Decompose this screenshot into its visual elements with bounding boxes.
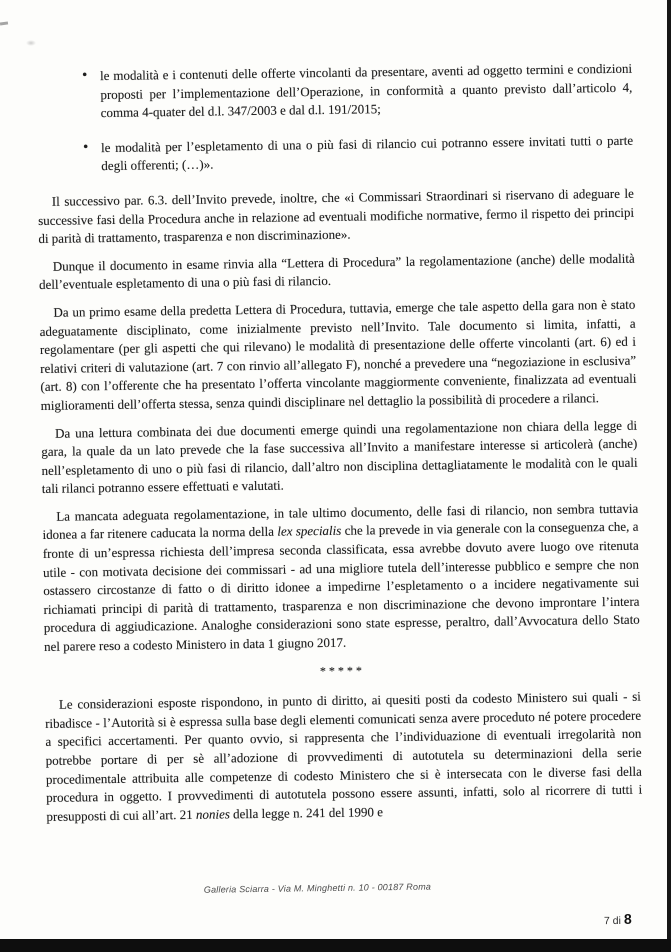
page-number-text: 7 di <box>603 914 621 928</box>
bullet-icon: • <box>82 139 89 156</box>
paragraph <box>39 296 636 416</box>
scan-edge-bottom <box>0 939 671 952</box>
text-run: le modalità e i contenuti delle offerte vincolanti da presentare, aventi ad oggetto termini e condizioni proposti per l’implementazione dell’Operazione, in conformità a quanto previsto dall’articolo 4, comma 4-quater del d.l. 347/2003 e dal d.l. 191/2015; <box>100 60 633 121</box>
document-body <box>36 60 643 827</box>
text-run: che la prevede in via generale con la conseguenza che, a fronte di un’espressa richiesta dell’impresa seconda classificata, essa avrebbe dovuto avere luogo ove ritenuta utile - con motivata decisione dei commissari - ad una migliore tutela dell’interesse pubblico e sempre che non ostassero circostanze di fatto o di diritto idonee a impedirne l’espletamento o a incidere negativamente sui richiamati principi di parità di trattamento, trasparenza e non discriminazione che devono improntare l’intera procedura di aggiudicazione. Analoghe considerazioni sono state espresse, peraltro, dall’Avvocatura dello Stato nel parere reso a codesto Ministero in data 1 giugno 2017. <box>42 519 640 654</box>
text-run: Dunque il documento in esame rinvia alla “Lettera di Procedura” la regolamentazione (anche) delle modalità dell’eventuale espletamento di una o più fasi di rilancio. <box>38 250 635 293</box>
italic-text-run: nonies <box>195 806 230 822</box>
paragraph <box>39 249 635 295</box>
scan-artifact-mark <box>0 21 8 25</box>
scan-artifact-smudge <box>26 40 36 46</box>
text-run: Da una lettura combinata dei due documenti emerge quindi una regolamentazione non chiara della legge di gara, la quale da un lato prevede che la fase successiva all’Invito a manifestare interesse si articolerà (anche) nell’espletamento di uno o più fasi di rilancio, dall’altro non disciplina dettagliatamente le modalità con le quali tali rilanci potranno essere effettuati e valutati. <box>41 417 638 497</box>
bullet-item <box>36 60 633 124</box>
bullet-icon: • <box>81 67 88 84</box>
scan-edge-right <box>667 0 671 952</box>
text-run: le modalità per l’espletamento di una o più fasi di rilancio cui potranno essere invitati tutti o parte degli offerenti; (…)». <box>101 132 634 174</box>
page-number <box>604 910 671 927</box>
text-run: Le considerazioni esposte rispondono, in punto di diritto, ai quesiti posti da codesto Ministero sui quali - si ribadisce - l’Autorità si è espressa sulla base degli elementi comunicati senza avere proceduto né potere procedere a specifici accertamenti. Per quanto ovvio, si rappresenta che l’individuazione di eventuali irregolarità non potrebbe portare di per sè all’adozione di provvedimenti di autotutela su determinazioni della serie procedimentale attribuita alle competenze di codesto Ministero che si è intersecata con le diverse fasi della procedura in oggetto. I provvedimenti di autotutela possono essere assunti, infatti, solo al ricorrere di tutti i presupposti di cui all’art. 21 <box>45 688 643 824</box>
bullet-item <box>37 131 633 177</box>
paragraph <box>42 500 640 657</box>
page-number-total: 8 <box>623 910 632 927</box>
text-run: Il successivo par. 6.3. dell’Invito prevede, inoltre, che «i Commissari Straordinari si riservano di adeguare le successive fasi della Procedura anche in relazione ad eventuali modifiche normative, fermo il rispetto dei principi di parità di trattamento, trasparenza e non discriminazione». <box>38 185 635 247</box>
section-separator <box>44 657 640 684</box>
text-run: della legge n. 241 del 1990 e <box>229 804 384 822</box>
page-content <box>36 60 644 948</box>
footer-address: Galleria Sciarra - Via M. Minghetti n. 10 - 00187 Roma <box>203 881 432 895</box>
text-run: ***** <box>319 663 366 678</box>
paragraph <box>45 688 643 826</box>
italic-text-run: lex specialis <box>277 523 342 540</box>
paragraph <box>38 185 635 249</box>
text-run: La mancata adeguata regolamentazione, in tale ultimo documento, delle fasi di rilancio, non sembra tuttavia idonea a far ritenere caducata la norma della <box>42 500 639 543</box>
paragraph <box>41 416 638 499</box>
text-run: Da un primo esame della predetta Lettera di Procedura, tuttavia, emerge che tale aspetto della gara non è stato adeguatamente disciplinato, come inizialmente previsto nell’Invito. Tale documento si limita, infatti, a regolamentare (per gli aspetti che qui rilevano) le modalità di presentazione delle offerte vincolanti (art. 6) ed i relativi criteri di valutazione (art. 7 con rinvio all’allegato F), nonché a prevedere una “negoziazione in esclusiva” (art. 8) con l’offerente che ha presentato l’offerta vincolante maggiormente conveniente, finalizzata ad eventuali miglioramenti dell’offerta stessa, senza quindi disciplinare nel dettaglio la possibilità di procedere a rilanci. <box>39 296 637 413</box>
